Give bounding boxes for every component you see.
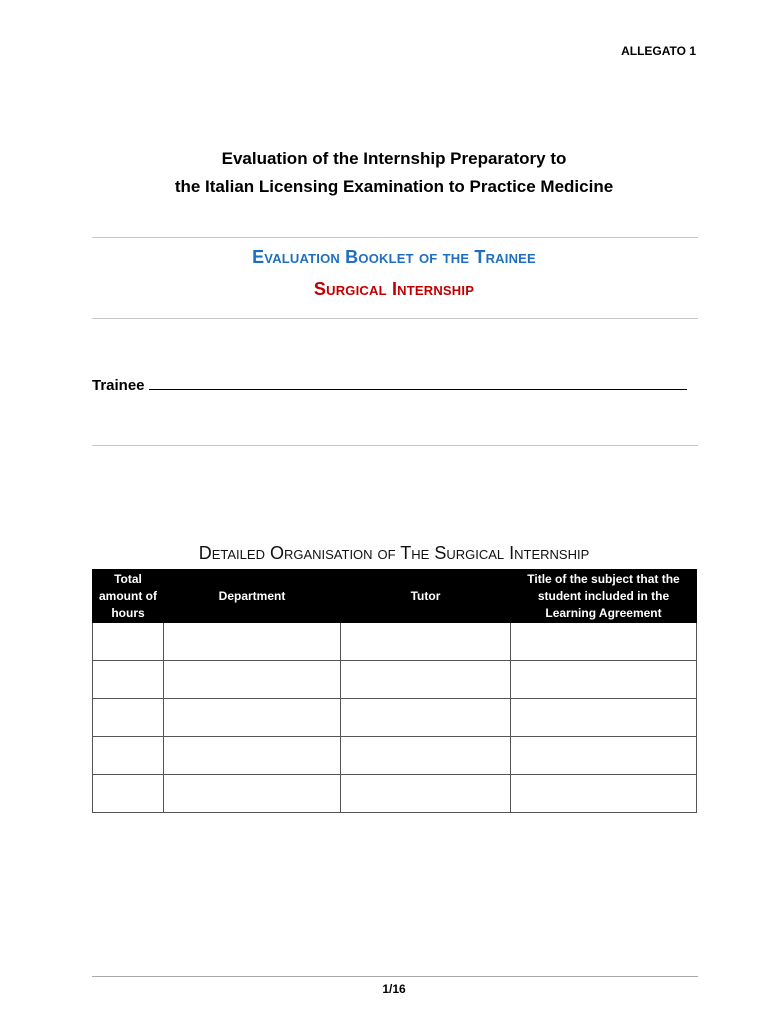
table-cell[interactable]: [341, 623, 511, 661]
table-cell[interactable]: [164, 737, 341, 775]
table-cell[interactable]: [164, 775, 341, 813]
column-header-tutor: Tutor: [341, 570, 511, 623]
table-cell[interactable]: [93, 775, 164, 813]
table-row: [93, 623, 697, 661]
booklet-heading: Evaluation Booklet of the Trainee: [252, 247, 536, 267]
document-title-line-2: the Italian Licensing Examination to Practice Medicine: [174, 177, 614, 196]
divider: [92, 445, 698, 446]
table-cell[interactable]: [164, 661, 341, 699]
table-cell[interactable]: [93, 699, 164, 737]
table-cell[interactable]: [511, 699, 697, 737]
table-cell[interactable]: [341, 699, 511, 737]
table-cell[interactable]: [511, 623, 697, 661]
table-row: [93, 699, 697, 737]
organisation-section-title: Detailed Organisation of The Surgical Internship: [198, 543, 590, 563]
trainee-label: Trainee: [92, 377, 145, 394]
table-header-row: [93, 570, 697, 623]
table-cell[interactable]: [511, 661, 697, 699]
table-cell[interactable]: [341, 775, 511, 813]
footer-divider: [92, 976, 698, 977]
divider: [92, 318, 698, 319]
trainee-field: [92, 375, 687, 394]
organisation-table: [92, 569, 697, 813]
table-cell[interactable]: [164, 623, 341, 661]
allegato-label: ALLEGATO 1: [621, 44, 696, 58]
document-title-line-1: Evaluation of the Internship Preparatory to: [221, 149, 567, 168]
table-cell[interactable]: [93, 623, 164, 661]
page-number: 1/16: [382, 982, 406, 996]
table-cell[interactable]: [341, 661, 511, 699]
table-cell[interactable]: [341, 737, 511, 775]
divider: [92, 237, 698, 238]
table-cell[interactable]: [511, 775, 697, 813]
table-cell[interactable]: [93, 737, 164, 775]
internship-subheading: Surgical Internship: [313, 279, 475, 299]
table-row: [93, 661, 697, 699]
trainee-blank-line[interactable]: [149, 375, 687, 390]
table-cell[interactable]: [511, 737, 697, 775]
table-row: [93, 737, 697, 775]
column-header-subject-title: Title of the subject that the student included in the Learning Agreement: [511, 570, 697, 623]
column-header-department: Department: [164, 570, 341, 623]
table-cell[interactable]: [164, 699, 341, 737]
table-cell[interactable]: [93, 661, 164, 699]
column-header-hours: Total amount of hours: [93, 570, 164, 623]
table-row: [93, 775, 697, 813]
